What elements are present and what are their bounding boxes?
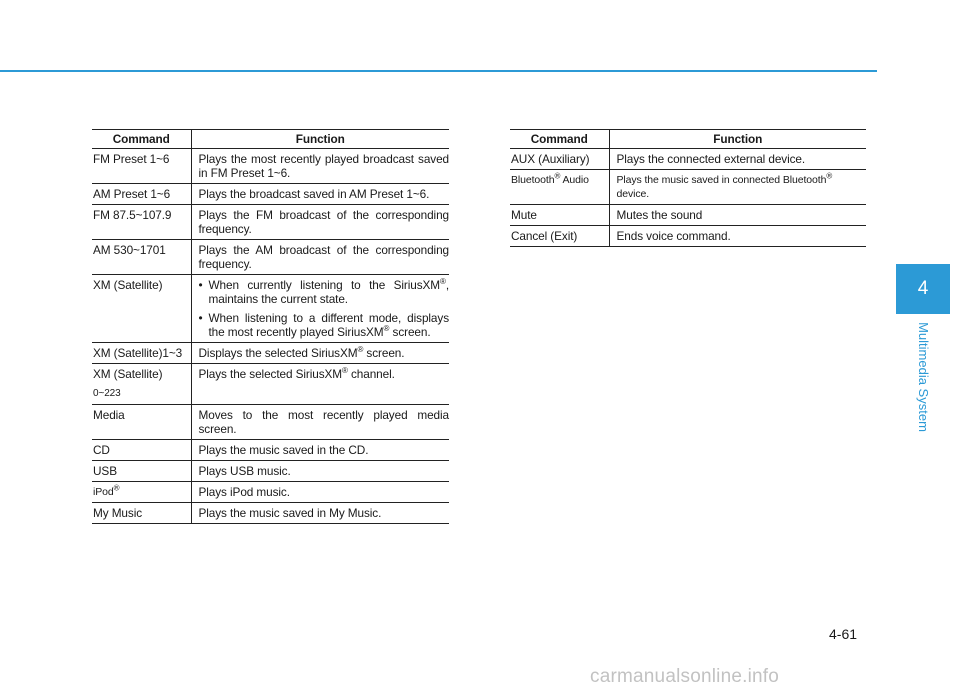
- watermark: carmanualsonline.info: [590, 666, 780, 687]
- column-header-command: Command: [510, 130, 609, 149]
- bullet-text: When listening to a different mode, displays the most recently played SiriusXM: [208, 311, 449, 339]
- table-row: [92, 205, 449, 240]
- table-row: [92, 275, 449, 343]
- function-text-end: device.: [616, 188, 650, 200]
- table-row: [92, 364, 449, 405]
- command-cell: AM Preset 1~6: [92, 184, 191, 205]
- column-header-function: Function: [191, 130, 449, 149]
- bullet-text: When currently listening to the SiriusXM: [208, 278, 441, 292]
- command-cell: AM 530~1701: [92, 240, 191, 275]
- table-row: [510, 205, 866, 226]
- command-cell: Media: [92, 405, 191, 440]
- table-row: [92, 503, 449, 524]
- voice-command-table-right: [510, 129, 866, 247]
- bullet-text-end: screen.: [389, 325, 431, 339]
- table-row: [510, 170, 866, 205]
- page-number: 4-61: [829, 626, 858, 642]
- function-text-end: screen.: [363, 346, 405, 360]
- command-text: Bluetooth: [511, 174, 555, 186]
- registered-mark: ®: [440, 277, 446, 287]
- table-row: [92, 440, 449, 461]
- function-cell: Plays the most recently played broadcast saved in FM Preset 1~6.: [191, 149, 449, 184]
- bullet-item: [199, 278, 450, 306]
- function-cell: Ends voice command.: [609, 226, 866, 247]
- function-cell: Plays the broadcast saved in AM Preset 1~6.: [191, 184, 449, 205]
- command-cell: [92, 482, 191, 503]
- function-text: Plays the music saved in connected Bluetooth: [616, 174, 827, 186]
- command-cell: USB: [92, 461, 191, 482]
- function-cell: Mutes the sound: [609, 205, 866, 226]
- function-cell: Plays iPod music.: [191, 482, 449, 503]
- function-cell: [609, 170, 866, 205]
- table-row: [510, 226, 866, 247]
- command-cell: My Music: [92, 503, 191, 524]
- function-cell: Moves to the most recently played media screen.: [191, 405, 449, 440]
- table-row: [510, 149, 866, 170]
- function-text: Displays the selected SiriusXM: [198, 346, 358, 360]
- function-cell: [191, 364, 449, 405]
- command-cell: Mute: [510, 205, 609, 226]
- command-cell: [510, 170, 609, 205]
- table-row: [92, 461, 449, 482]
- channel-range: 0~223: [93, 388, 121, 399]
- function-cell: Plays the music saved in the CD.: [191, 440, 449, 461]
- bullet-icon: •: [198, 278, 203, 292]
- command-cell: CD: [92, 440, 191, 461]
- chapter-tab: 4: [896, 264, 950, 314]
- command-cell: FM Preset 1~6: [92, 149, 191, 184]
- table-row: [92, 343, 449, 364]
- bullet-item: [199, 311, 450, 339]
- bullet-text-end: , maintains the current state.: [208, 278, 449, 306]
- header-rule: [0, 70, 877, 72]
- function-cell: [191, 275, 449, 343]
- table-row: [92, 149, 449, 184]
- function-cell: Plays the music saved in My Music.: [191, 503, 449, 524]
- command-cell: XM (Satellite): [92, 275, 191, 343]
- registered-mark: ®: [826, 171, 833, 181]
- function-text-end: channel.: [347, 367, 395, 381]
- voice-command-table-left: [92, 129, 449, 524]
- section-title: Multimedia System: [916, 322, 931, 432]
- function-cell: Plays the FM broadcast of the corresponding frequency.: [191, 205, 449, 240]
- function-text: Plays the selected SiriusXM: [198, 367, 343, 381]
- table-row: [92, 184, 449, 205]
- table-row: [92, 405, 449, 440]
- registered-mark: ®: [554, 171, 561, 181]
- command-cell: AUX (Auxiliary): [510, 149, 609, 170]
- function-cell: [191, 343, 449, 364]
- function-cell: Plays the AM broadcast of the corresponding frequency.: [191, 240, 449, 275]
- registered-mark: ®: [383, 324, 390, 334]
- command-text: XM (Satellite): [93, 367, 163, 381]
- command-text: iPod: [93, 486, 114, 498]
- command-cell: Cancel (Exit): [510, 226, 609, 247]
- command-cell: FM 87.5~107.9: [92, 205, 191, 240]
- column-header-function: Function: [609, 130, 866, 149]
- table-row: [92, 240, 449, 275]
- function-cell: Plays USB music.: [191, 461, 449, 482]
- column-header-command: Command: [92, 130, 191, 149]
- registered-mark: ®: [342, 366, 348, 376]
- registered-mark: ®: [357, 345, 364, 355]
- command-cell: [92, 364, 191, 405]
- command-text-end: Audio: [560, 174, 589, 186]
- function-cell: Plays the connected external device.: [609, 149, 866, 170]
- bullet-icon: •: [198, 311, 203, 325]
- registered-mark: ®: [113, 483, 120, 493]
- command-cell: XM (Satellite)1~3: [92, 343, 191, 364]
- table-row: [92, 482, 449, 503]
